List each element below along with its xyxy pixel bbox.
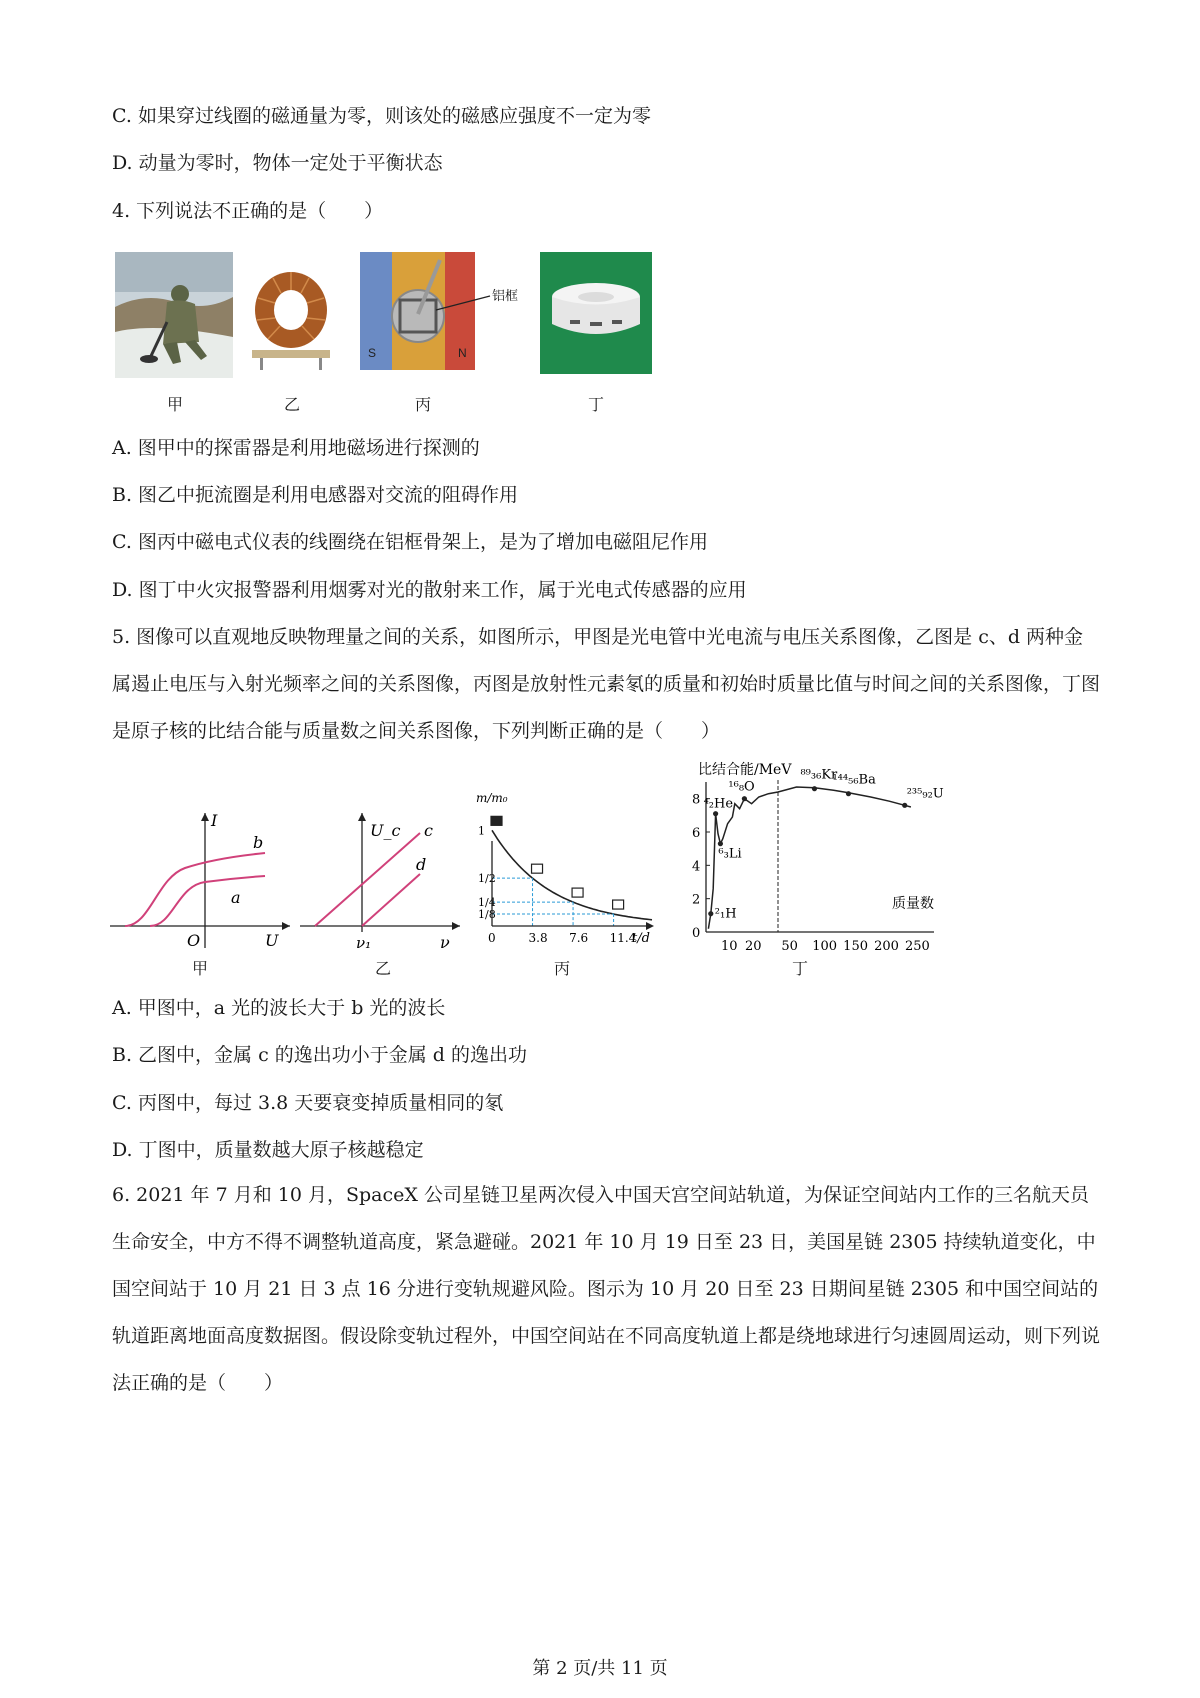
bing-x-tick: 11.4: [609, 931, 637, 945]
chart-bing: [472, 786, 662, 951]
jia-origin: O: [187, 931, 201, 950]
magnet-pole-n: N: [458, 346, 467, 360]
yi-line-c: [315, 833, 420, 926]
ding-nuclide-label: ²³⁵₉₂U: [906, 786, 944, 802]
q5-stem: 5. 图像可以直观地反映物理量之间的关系，如图所示，甲图是光电管中光电流与电压关系图像，乙图是 c、d 两种金属遏止电压与入射光频率之间的关系图像，丙图是放射性元素氡的质量和初始时质量比值与时间之间的关系图像，丁图是原子核的比结合能与质量数之间关系图像，下列判断正确的是（ ）: [112, 626, 1101, 742]
q4-figure-bing: [360, 252, 535, 372]
q5-caption-yi: 乙: [374, 959, 391, 978]
ding-nuclide-label: ⁴₂He: [703, 796, 734, 812]
yi-xlabel: ν: [440, 933, 450, 952]
q4-stem: 4. 下列说法不正确的是（ ）: [112, 200, 384, 222]
ding-ylabel: 比结合能/MeV: [698, 762, 792, 778]
jia-label-b: b: [253, 833, 264, 852]
q5-option-b: B. 乙图中，金属 c 的逸出功小于金属 d 的逸出功: [112, 1044, 528, 1066]
ding-y-tick: 2: [692, 892, 701, 908]
yi-line-d: [362, 874, 420, 926]
ding-nuclide-point: [902, 803, 907, 808]
bing-ylabel: m/m₀: [476, 791, 508, 805]
q4-option-b: B. 图乙中扼流圈是利用电感器对交流的阻碍作用: [112, 484, 519, 506]
q4-caption-ding: 丁: [587, 395, 604, 414]
ding-nuclide-point: [713, 811, 718, 816]
bing-data-marker: [613, 900, 624, 909]
bing-data-marker: [491, 816, 502, 825]
bing-x-tick: 3.8: [528, 931, 548, 945]
yi-tick-v1: ν₁: [356, 934, 372, 952]
q4-figure-jia: [115, 252, 233, 378]
ding-x-tick: 20: [745, 939, 762, 954]
ding-nuclide-label: ¹⁶₈O: [728, 779, 755, 795]
jia-xlabel: U: [265, 931, 279, 950]
ding-nuclide-label: ²₁H: [714, 906, 737, 922]
ding-y-tick: 8: [692, 792, 701, 808]
ding-nuclide-point: [718, 841, 723, 846]
q6-stem: 6. 2021 年 7 月和 10 月，SpaceX 公司星链卫星两次侵入中国天宫空间站轨道，为保证空间站内工作的三名航天员生命安全，中方不得不调整轨道高度，紧急避碰。2021 年 10 月 19 日至 23 日，美国星链 2305 持续轨道变化，中国空间站于 10 月 21 日 3 点 16 分进行变轨规避风险。图示为 10 月 20 日至 23 日期间星链 2305 和中国空间站的轨道距离地面高度数据图。假设除变轨过程外，中国空间站在不同高度轨道上都是绕地球进行匀速圆周运动，则下列说法正确的是（ ）: [112, 1184, 1101, 1394]
bing-y-tick: 1/2: [478, 872, 496, 886]
q5-option-a: A. 甲图中，a 光的波长大于 b 光的波长: [112, 997, 446, 1019]
aluminum-frame-label: 铝框: [492, 289, 519, 304]
q3-option-d: D. 动量为零时，物体一定处于平衡状态: [112, 152, 443, 174]
bing-xlabel: t/d: [632, 931, 650, 946]
ding-nuclide-point: [812, 786, 817, 791]
ding-y-tick: 6: [692, 826, 701, 841]
bing-x-tick: 7.6: [569, 931, 589, 945]
ding-nuclide-point: [708, 911, 713, 916]
chart-jia: [105, 808, 295, 953]
q5-caption-bing: 丙: [553, 959, 570, 978]
bing-data-marker: [572, 888, 583, 897]
ding-x-tick: 10: [721, 939, 738, 954]
ding-nuclide-point: [742, 796, 747, 801]
q4-option-c: C. 图丙中磁电式仪表的线圈绕在铝框骨架上，是为了增加电磁阻尼作用: [112, 531, 708, 553]
ding-x-tick: 250: [905, 939, 930, 954]
q4-figure-ding: [540, 252, 652, 374]
yi-label-d: d: [416, 855, 427, 874]
bing-y-tick: 1/8: [478, 908, 496, 922]
ding-y-tick: 4: [692, 859, 701, 875]
ding-nuclide-label: ⁸⁹₃₆Kr: [800, 767, 838, 783]
ding-x-tick: 100: [812, 939, 838, 954]
q5-option-c: C. 丙图中，每过 3.8 天要衰变掉质量相同的氡: [112, 1092, 504, 1114]
chart-yi: [300, 808, 470, 953]
ding-nuclide-label: ¹⁴⁴₅₆Ba: [832, 772, 876, 788]
jia-label-a: a: [231, 888, 241, 907]
ding-xlabel: 质量数: [892, 896, 934, 912]
bing-data-marker: [532, 864, 543, 873]
yi-label-c: c: [424, 821, 433, 840]
q5-caption-jia: 甲: [191, 959, 208, 978]
q4-option-a: A. 图甲中的探雷器是利用地磁场进行探测的: [112, 437, 480, 459]
jia-curve-a: [150, 876, 265, 926]
q5-caption-ding: 丁: [791, 959, 808, 978]
ding-nuclide-label: ⁶₃Li: [718, 846, 742, 862]
jia-curve-b: [125, 853, 265, 926]
jia-ylabel: I: [211, 811, 218, 830]
q4-caption-yi: 乙: [283, 395, 300, 414]
ding-nuclide-point: [846, 791, 851, 796]
ding-x-tick: 50: [781, 939, 798, 954]
ding-y-tick: 0: [692, 926, 701, 941]
q3-option-c: C. 如果穿过线圈的磁通量为零，则该处的磁感应强度不一定为零: [112, 105, 651, 127]
ding-x-tick: 150: [843, 939, 869, 954]
q5-option-d: D. 丁图中，质量数越大原子核越稳定: [112, 1139, 424, 1161]
q4-caption-jia: 甲: [166, 395, 183, 414]
magnet-pole-s: S: [368, 346, 377, 360]
yi-ylabel: U_c: [370, 821, 401, 840]
q4-caption-bing: 丙: [414, 395, 431, 414]
ding-x-tick: 200: [874, 939, 899, 954]
bing-decay-curve: [492, 830, 652, 920]
page-footer: 第 2 页/共 11 页: [532, 1658, 668, 1679]
bing-y-tick: 1/4: [478, 896, 496, 910]
bing-x-tick: 0: [488, 931, 496, 945]
q4-figure-yi: [248, 262, 334, 374]
bing-y-tick: 1: [478, 824, 485, 838]
chart-ding: [676, 760, 946, 955]
q4-option-d: D. 图丁中火灾报警器利用烟雾对光的散射来工作，属于光电式传感器的应用: [112, 579, 747, 601]
